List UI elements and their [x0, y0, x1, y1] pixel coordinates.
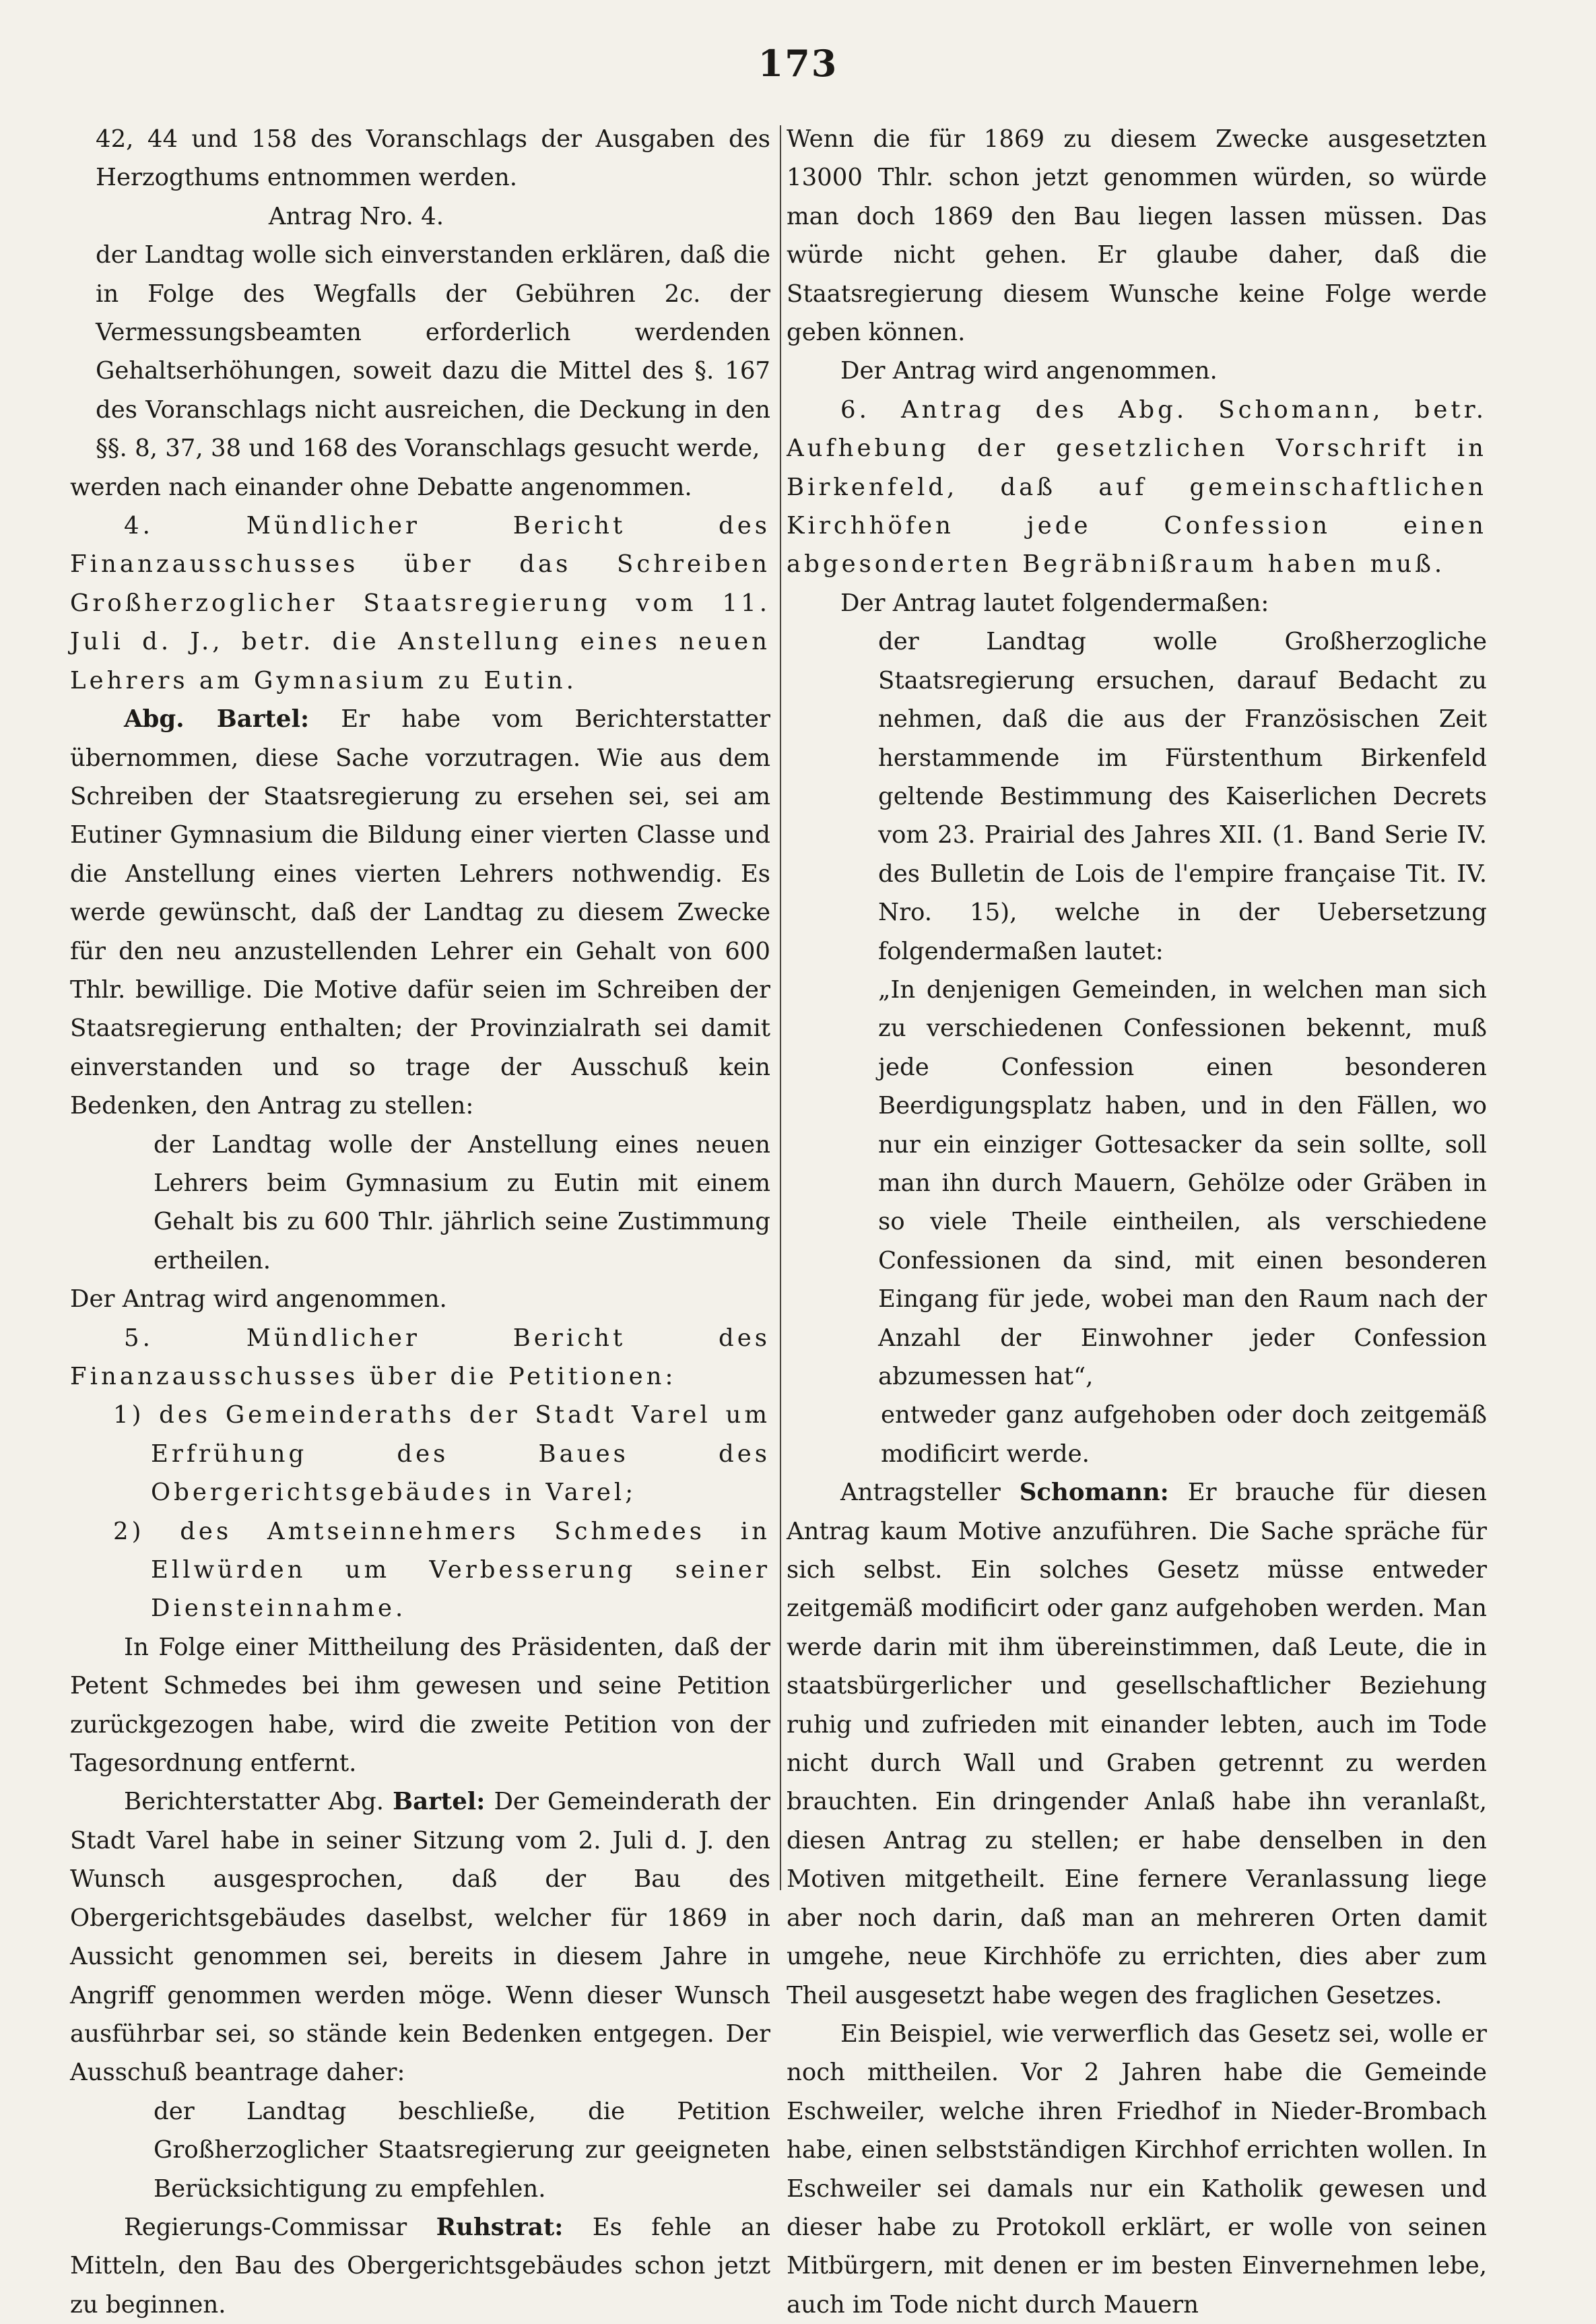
right-column [787, 120, 1487, 2319]
paragraph: werden nach einander ohne Debatte angenommen. [70, 473, 692, 501]
speaker-role: Berichterstatter Abg. [124, 1788, 385, 1816]
speech [70, 700, 770, 1125]
speech [70, 1782, 770, 2092]
left-column [70, 120, 770, 2319]
result-text: Der Antrag wird angenommen. [70, 1285, 447, 1314]
section-heading: 6. Antrag des Abg. Schomann, betr. Aufhebung der gesetzlichen Vorschrift in Birkenfeld, daß auf gemeinschaftlichen Kirchhöfen jede Confession einen abgesonderten Begräbnißraum haben muß. [787, 395, 1487, 579]
motion-text: der Landtag wolle sich einverstanden erklären, daß die in Folge des Wegfalls der Gebühren 2c. der Vermessungsbeamten erforderlich werdenden Gehaltserhöhungen, soweit dazu die Mittel des §. 167 des Voranschlags nicht ausreichen, die Deckung in den §§. 8, 37, 38 und 168 des Voranschlags gesucht werde, [96, 241, 770, 463]
paragraph: 42, 44 und 158 des Voranschlags der Ausgaben des Herzogthums entnommen werden. [96, 125, 770, 192]
motion-title: Antrag Nro. 4. [268, 202, 444, 230]
decree-quote: „In denjenigen Gemeinden, in welchen man sich zu verschiedenen Confessionen bekennt, muß jede Confession einen besonderen Beerdigungsplatz haben, und in den Fällen, wo nur ein einziger Gottesacker da sein sollte, soll man ihn durch Mauern, Gehölze oder Gräben in so viele Theile eintheilen, als verschiedene Confessionen da sind, mit einen besonderen Eingang für jede, wobei man den Raum nach der Anzahl der Einwohner jeder Confession abzumessen hat“, [878, 975, 1487, 1390]
motion-text: der Landtag wolle Großherzogliche Staatsregierung ersuchen, darauf Bedacht zu nehmen, daß die aus der Französischen Zeit herstammende im Fürstenthum Birkenfeld geltende Bestimmung des Kaiserlichen Decrets vom 23. Prairial des Jahres XII. (1. Band Serie IV. des Bulletin de Lois de l'empire française Tit. IV. Nro. 15), welche in der Uebersetzung folgendermaßen lautet: [878, 628, 1487, 965]
paragraph: In Folge einer Mittheilung des Präsidenten, daß der Petent Schmedes bei ihm gewesen und seine Petition zurückgezogen habe, wird die zweite Petition von der Tagesordnung entfernt. [70, 1633, 770, 1778]
column-divider [780, 125, 781, 1890]
speech-text: Er brauche für diesen Antrag kaum Motive anzuführen. Die Sache spräche für sich selbst. Ein solches Gesetz müsse entweder zeitgemäß modificirt oder ganz aufgehoben werden. Man werde darin mit ihm übereinstimmen, daß Leute, die in staatsbürgerlicher und gesellschaftlicher Beziehung ruhig und zufrieden mit einander lebten, auch im Tode nicht durch Wall und Graben getrennt zu werden brauchten. Ein dringender Anlaß habe ihn veranlaßt, diesen Antrag zu stellen; er habe denselben in den Motiven mitgetheilt. Eine fernere Veranlassung liege aber noch darin, daß man an mehreren Orten damit umgehe, neue Kirchhöfe zu errichten, dies aber zum Theil ausgesetzt habe wegen des fraglichen Gesetzes. [787, 1479, 1487, 2009]
paragraph: Wenn die für 1869 zu diesem Zwecke ausgesetzten 13000 Thlr. schon jetzt genommen würden, so würde man doch 1869 den Bau liegen lassen müssen. Das würde nicht gehen. Er glaube daher, daß die Staatsregierung diesem Wunsche keine Folge werde geben können. [787, 125, 1487, 347]
speech [70, 2208, 770, 2324]
motion-text: entweder ganz aufgehoben oder doch zeitgemäß modificirt werde. [881, 1401, 1487, 1468]
speech-text: Er habe vom Berichterstatter übernommen, diese Sache vorzutragen. Wie aus dem Schreiben der Staatsregierung zu ersehen sei, sei am Eutiner Gymnasium die Bildung einer vierten Classe und die Anstellung eines vierten Lehrers nothwendig. Es werde gewünscht, daß der Landtag zu diesem Zwecke für den neu anzustellenden Lehrer ein Gehalt von 600 Thlr. bewillige. Die Motive dafür seien im Schreiben der Staatsregierung enthalten; der Provinzialrath sei damit einverstanden und so trage der Ausschuß kein Bedenken, den Antrag zu stellen: [70, 705, 770, 1120]
speech-text: Es fehle an Mitteln, den Bau des Obergerichtsgebäudes schon jetzt zu beginnen. [70, 2213, 770, 2319]
paragraph: Der Antrag lautet folgendermaßen: [840, 589, 1269, 617]
result-text: Der Antrag wird angenommen. [840, 357, 1218, 385]
speaker-name: Abg. Bartel: [124, 705, 310, 734]
speech [787, 1473, 1487, 2015]
petition-item: 1) des Gemeinderaths der Stadt Varel um Erfrühung des Baues des Obergerichtsgebäudes in Varel; [113, 1401, 770, 1507]
speech-text: Der Gemeinderath der Stadt Varel habe in seiner Sitzung vom 2. Juli d. J. den Wunsch ausgesprochen, daß der Bau des Obergerichtsgebäudes daselbst, welcher für 1869 in Aussicht genommen sei, bereits in diesem Jahre in Angriff genommen werden möge. Wenn dieser Wunsch ausführbar sei, so stände kein Bedenken entgegen. Der Ausschuß beantrage daher: [70, 1788, 770, 2087]
motion-text: der Landtag beschließe, die Petition Großherzoglicher Staatsregierung zur geeigneten Berücksichtigung zu empfehlen. [154, 2097, 770, 2203]
section-heading: 5. Mündlicher Bericht des Finanzausschusses über die Petitionen: [70, 1324, 770, 1390]
speaker-name: Bartel: [393, 1788, 486, 1816]
speaker-name: Ruhstrat: [436, 2213, 564, 2241]
page-number: 173 [758, 42, 838, 85]
speaker-role: Regierungs-Commissar [124, 2213, 407, 2241]
speaker-name: Schomann: [1019, 1479, 1169, 1507]
section-heading: 4. Mündlicher Bericht des Finanzausschusses über das Schreiben Großherzoglicher Staatsregierung vom 11. Juli d. J., betr. die Anstellung eines neuen Lehrers am Gymnasium zu Eutin. [70, 512, 770, 695]
motion-text: der Landtag wolle der Anstellung eines neuen Lehrers beim Gymnasium zu Eutin mit einem Gehalt bis zu 600 Thlr. jährlich seine Zustimmung ertheilen. [154, 1130, 770, 1274]
paragraph: Ein Beispiel, wie verwerflich das Gesetz sei, wolle er noch mittheilen. Vor 2 Jahren habe die Gemeinde Eschweiler, welche ihren Friedhof in Nieder-Brombach habe, einen selbstständigen Kirchhof errichten wollen. In Eschweiler sei damals nur ein Katholik gewesen und dieser habe zu Protokoll erklärt, er wolle von seinen Mitbürgern, mit denen er im besten Einvernehmen lebe, auch im Tode nicht durch Mauern [787, 2020, 1487, 2319]
speaker-role: Antragsteller [840, 1479, 1001, 1507]
petition-item: 2) des Amtseinnehmers Schmedes in Ellwürden um Verbesserung seiner Diensteinnahme. [113, 1517, 770, 1623]
